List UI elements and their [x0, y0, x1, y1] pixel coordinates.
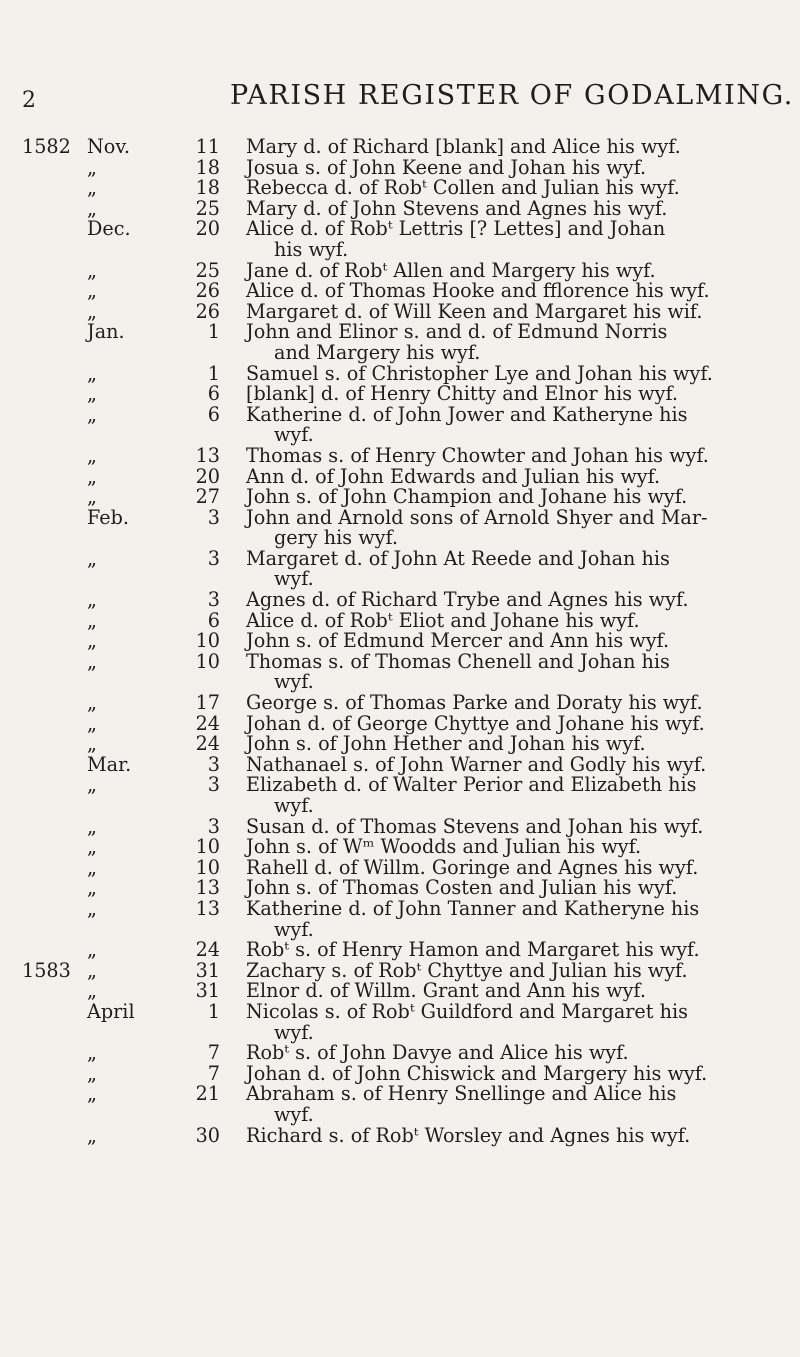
entry-month: „: [87, 382, 97, 406]
entry-continuation-line: [0, 425, 800, 446]
entry-continuation-line: [0, 1102, 800, 1126]
entry-day: 3: [207, 752, 220, 776]
entry-continuation-line: [0, 917, 800, 941]
register-entry: [0, 196, 800, 220]
entry-text: Rebecca d. of Robᵗ Collen and Julian his wyf.: [246, 176, 680, 200]
entry-text: Alice d. of Robᵗ Lettris [? Lettes] and Johan: [246, 217, 666, 241]
entry-text: Robᵗ s. of Henry Hamon and Margaret his wyf.: [246, 938, 700, 962]
entry-text: John and Arnold sons of Arnold Shyer and Mar-: [246, 505, 708, 529]
entry-text: Agnes d. of Richard Trybe and Agnes his wyf.: [246, 588, 689, 612]
entry-text: Johan d. of George Chyttye and Johane his wyf.: [246, 711, 705, 735]
entry-text: wyf.: [274, 670, 314, 694]
register-entry: [0, 999, 800, 1023]
register-entry: [0, 155, 800, 179]
register-entry: [0, 219, 800, 240]
register-entry: [0, 137, 800, 158]
entry-text: wyf.: [274, 567, 314, 591]
register-entry: [0, 505, 800, 529]
entry-day: 11: [195, 135, 220, 158]
entry-day: 13: [195, 896, 220, 920]
entry-month: „: [87, 299, 97, 323]
entry-text: John s. of Wᵐ Woodds and Julian his wyf.: [246, 835, 642, 859]
entry-day: 3: [207, 773, 220, 797]
entry-text: gery his wyf.: [274, 526, 398, 550]
entry-month: April: [87, 999, 135, 1023]
register-entry: [0, 608, 800, 632]
entry-month: „: [87, 258, 97, 282]
entry-month: „: [87, 629, 97, 653]
entry-text: Mary d. of John Stevens and Agnes his wyf.: [246, 196, 668, 220]
register-entry: [0, 281, 800, 302]
register-entry: [0, 1061, 800, 1085]
entry-continuation-line: [0, 237, 800, 261]
entry-day: 3: [207, 505, 220, 529]
baptism-register: [0, 137, 800, 1146]
entry-day: 27: [195, 485, 220, 509]
running-title: PARISH REGISTER OF GODALMING.: [230, 80, 794, 111]
entry-day: 20: [195, 217, 220, 241]
entry-day: 6: [207, 382, 220, 406]
register-entry: [0, 814, 800, 838]
entry-day: 1: [207, 999, 220, 1023]
entry-month: „: [87, 773, 97, 797]
entry-month: „: [87, 155, 97, 179]
entry-month: „: [87, 979, 97, 1003]
entry-month: „: [87, 588, 97, 612]
entry-day: 7: [207, 1041, 220, 1065]
register-entry: [0, 878, 800, 899]
entry-month: „: [87, 279, 97, 303]
entry-text: Alice d. of Robᵗ Eliot and Johane his wyf.: [246, 608, 640, 632]
entry-text: John s. of Thomas Costen and Julian his wyf.: [246, 876, 678, 900]
entry-day: 17: [195, 691, 220, 715]
register-entry: [0, 361, 800, 385]
entry-day: 24: [195, 711, 220, 735]
entry-text: Katherine d. of John Tanner and Katheryne his: [246, 896, 700, 920]
entry-text: Nathanael s. of John Warner and Godly his wyf.: [246, 752, 707, 776]
entry-day: 3: [207, 814, 220, 838]
register-entry: [0, 443, 800, 467]
entry-continuation-line: [0, 528, 800, 549]
entry-text: Abraham s. of Henry Snellinge and Alice his: [246, 1082, 677, 1106]
register-entry: [0, 981, 800, 1002]
register-entry: [0, 258, 800, 282]
entry-day: 30: [195, 1123, 220, 1147]
entry-day: 20: [195, 464, 220, 488]
entry-month: Dec.: [87, 217, 131, 241]
entry-text: Josua s. of John Keene and Johan his wyf.: [246, 155, 647, 179]
entry-day: 25: [195, 258, 220, 282]
register-entry: [0, 940, 800, 961]
entry-day: 21: [195, 1082, 220, 1106]
entry-month: „: [87, 361, 97, 385]
register-entry: [0, 487, 800, 508]
register-entry: [0, 178, 800, 199]
entry-text: wyf.: [274, 1102, 314, 1126]
entry-day: 3: [207, 546, 220, 570]
entry-month: „: [87, 855, 97, 879]
entry-month: „: [87, 814, 97, 838]
entry-text: Robᵗ s. of John Davye and Alice his wyf.: [246, 1041, 629, 1065]
entry-day: 24: [195, 732, 220, 756]
entry-text: Katherine d. of John Jower and Katheryne his: [246, 402, 688, 426]
entry-day: 6: [207, 608, 220, 632]
entry-text: Johan d. of John Chiswick and Margery his wyf.: [246, 1061, 708, 1085]
entry-year: 1582: [22, 135, 71, 158]
entry-text: Jane d. of Robᵗ Allen and Margery his wyf.: [246, 258, 656, 282]
entry-text: Mary d. of Richard [blank] and Alice his wyf.: [246, 135, 681, 158]
entry-day: 31: [195, 958, 220, 982]
entry-text: John and Elinor s. and d. of Edmund Norris: [246, 320, 668, 344]
entry-day: 10: [195, 629, 220, 653]
entry-month: „: [87, 1082, 97, 1106]
entry-day: 10: [195, 855, 220, 879]
entry-continuation-line: [0, 1020, 800, 1044]
entry-day: 10: [195, 835, 220, 859]
entry-month: „: [87, 835, 97, 859]
register-entry: [0, 752, 800, 776]
register-entry: [0, 546, 800, 570]
register-entry: [0, 464, 800, 488]
entry-month: „: [87, 1061, 97, 1085]
register-entry: [0, 734, 800, 755]
entry-day: 6: [207, 402, 220, 426]
page-number: 2: [22, 88, 36, 113]
entry-month: „: [87, 649, 97, 673]
entry-text: wyf.: [274, 794, 314, 817]
register-entry: [0, 837, 800, 858]
entry-text: wyf.: [274, 1020, 314, 1044]
register-entry: [0, 649, 800, 673]
register-entry: [0, 693, 800, 714]
entry-month: „: [87, 443, 97, 467]
entry-month: Mar.: [87, 752, 132, 776]
entry-text: [blank] d. of Henry Chitty and Elnor his wyf.: [246, 382, 678, 406]
entry-text: Thomas s. of Henry Chowter and Johan his wyf.: [246, 443, 709, 467]
entry-month: „: [87, 876, 97, 900]
entry-month: „: [87, 176, 97, 200]
entry-text: Susan d. of Thomas Stevens and Johan his wyf.: [246, 814, 704, 838]
entry-text: Alice d. of Thomas Hooke and fflorence his wyf.: [246, 279, 710, 303]
entry-text: Nicolas s. of Robᵗ Guildford and Margaret his: [246, 999, 688, 1023]
entry-day: 26: [195, 299, 220, 323]
entry-day: 13: [195, 443, 220, 467]
entry-day: 25: [195, 196, 220, 220]
entry-text: Margaret d. of Will Keen and Margaret his wif.: [246, 299, 703, 323]
register-entry: [0, 322, 800, 343]
entry-month: „: [87, 732, 97, 756]
entry-text: Rahell d. of Willm. Goringe and Agnes his wyf.: [246, 855, 699, 879]
entry-continuation-line: [0, 672, 800, 693]
entry-text: George s. of Thomas Parke and Doraty his wyf.: [246, 691, 703, 715]
register-entry: [0, 590, 800, 611]
entry-month: Feb.: [87, 505, 130, 529]
entry-month: Jan.: [87, 320, 125, 344]
entry-day: 18: [195, 155, 220, 179]
entry-text: Margaret d. of John At Reede and Johan his: [246, 546, 670, 570]
register-entry: [0, 958, 800, 982]
register-entry: [0, 384, 800, 405]
entry-year: 1583: [22, 958, 71, 982]
entry-month: „: [87, 464, 97, 488]
entry-day: 31: [195, 979, 220, 1003]
entry-continuation-line: [0, 569, 800, 590]
register-entry: [0, 1084, 800, 1105]
entry-text: John s. of John Champion and Johane his wyf.: [246, 485, 688, 509]
page-header: [0, 80, 800, 120]
entry-month: „: [87, 1123, 97, 1147]
entry-month: „: [87, 958, 97, 982]
entry-text: Samuel s. of Christopher Lye and Johan his wyf.: [246, 361, 713, 385]
entry-text: and Margery his wyf.: [274, 340, 481, 364]
entry-text: Richard s. of Robᵗ Worsley and Agnes his wyf.: [246, 1123, 691, 1147]
entry-day: 18: [195, 176, 220, 200]
register-entry: [0, 855, 800, 879]
entry-month: „: [87, 938, 97, 962]
entry-month: „: [87, 546, 97, 570]
entry-month: „: [87, 691, 97, 715]
entry-text: Elnor d. of Willm. Grant and Ann his wyf.: [246, 979, 646, 1003]
entry-day: 24: [195, 938, 220, 962]
entry-month: „: [87, 711, 97, 735]
register-entry: [0, 711, 800, 735]
entry-day: 13: [195, 876, 220, 900]
entry-month: Nov.: [87, 135, 131, 158]
entry-text: Zachary s. of Robᵗ Chyttye and Julian his wyf.: [246, 958, 688, 982]
register-entry: [0, 299, 800, 323]
entry-month: „: [87, 196, 97, 220]
entry-text: wyf.: [274, 423, 314, 447]
entry-continuation-line: [0, 340, 800, 364]
entry-month: „: [87, 402, 97, 426]
entry-day: 26: [195, 279, 220, 303]
entry-day: 3: [207, 588, 220, 612]
register-entry: [0, 1123, 800, 1147]
register-entry: [0, 775, 800, 796]
entry-text: Ann d. of John Edwards and Julian his wyf.: [246, 464, 661, 488]
entry-month: „: [87, 485, 97, 509]
entry-day: 1: [207, 361, 220, 385]
entry-continuation-line: [0, 796, 800, 817]
entry-day: 1: [207, 320, 220, 344]
entry-text: John s. of Edmund Mercer and Ann his wyf.: [246, 629, 670, 653]
entry-text: Thomas s. of Thomas Chenell and Johan his: [246, 649, 670, 673]
register-entry: [0, 1043, 800, 1064]
entry-day: 10: [195, 649, 220, 673]
entry-month: „: [87, 896, 97, 920]
register-entry: [0, 402, 800, 426]
register-entry: [0, 896, 800, 920]
register-entry: [0, 631, 800, 652]
entry-day: 7: [207, 1061, 220, 1085]
entry-text: John s. of John Hether and Johan his wyf.: [246, 732, 646, 756]
entry-text: wyf.: [274, 917, 314, 941]
entry-text: Elizabeth d. of Walter Perior and Elizabeth his: [246, 773, 697, 797]
entry-month: „: [87, 1041, 97, 1065]
entry-month: „: [87, 608, 97, 632]
entry-text: his wyf.: [274, 237, 349, 261]
